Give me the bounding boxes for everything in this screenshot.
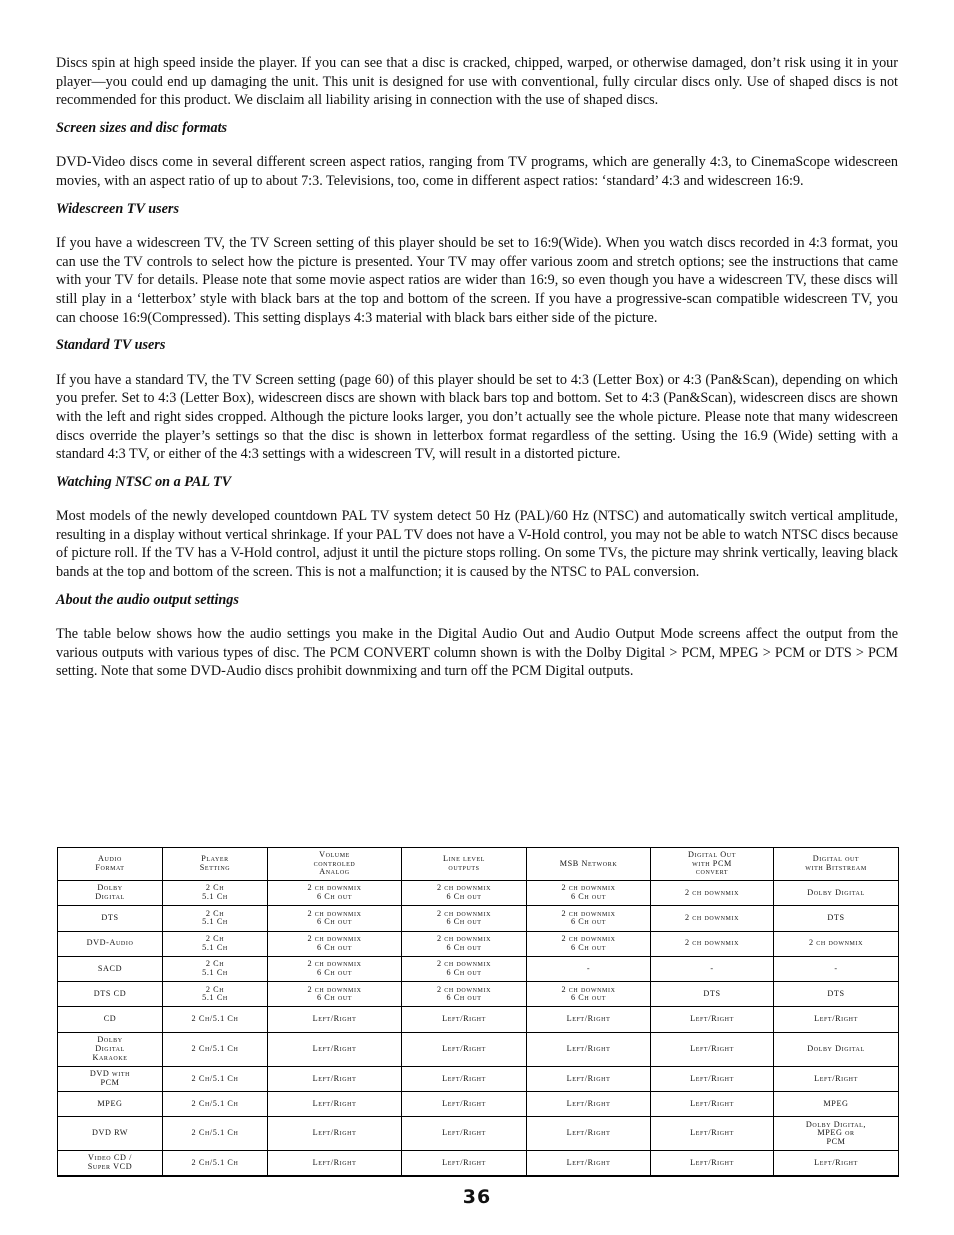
table-cell: Left/Right [402, 1007, 527, 1032]
table-cell: DVD-Audio [58, 931, 163, 956]
audio-output-table [57, 847, 899, 1177]
table-cell: Left/Right [268, 1092, 402, 1117]
heading-standard-tv: Standard TV users [56, 337, 166, 354]
table-cell: 2 ch downmix [651, 906, 774, 931]
table-cell: DTS [651, 982, 774, 1007]
table-cell: 2 Ch/5.1 Ch [163, 1117, 268, 1151]
paragraph-audio-output: The table below shows how the audio settings you make in the Digital Audio Out and Audio Output Mode screens affect the output from the various outputs with various types of disc. The PCM CONVERT column shown is with the Dolby Digital > PCM, MPEG > PCM or DTS > PCM setting. Note that some DVD-Audio discs prohibit downmixing and turn off the PCM Digital outputs. [56, 626, 898, 680]
table-cell: - [651, 956, 774, 981]
table-cell: Left/Right [268, 1007, 402, 1032]
table-cell: 2 ch downmix 6 Ch out [527, 982, 651, 1007]
table-cell: Left/Right [774, 1066, 899, 1091]
table-cell: 2 ch downmix [651, 881, 774, 906]
table-cell: Video CD / Super VCD [58, 1151, 163, 1176]
table-cell: Left/Right [774, 1151, 899, 1176]
table-cell: MPEG [58, 1092, 163, 1117]
header-line-level: Line level outputs [402, 848, 527, 881]
table-cell: Left/Right [402, 1092, 527, 1117]
header-digital-pcm: Digital Out with PCM convert [651, 848, 774, 881]
table-cell: Left/Right [527, 1151, 651, 1176]
table-cell: Left/Right [527, 1032, 651, 1066]
table-cell: 2 ch downmix 6 Ch out [402, 906, 527, 931]
table-cell: 2 ch downmix 6 Ch out [268, 931, 402, 956]
heading-screen-sizes: Screen sizes and disc formats [56, 119, 228, 136]
table-cell: 2 ch downmix 6 Ch out [268, 881, 402, 906]
table-cell: Dolby Digital [774, 1032, 899, 1066]
page-body [56, 54, 898, 690]
table-cell: Left/Right [651, 1117, 774, 1151]
table-row [58, 956, 899, 981]
table-cell: - [527, 956, 651, 981]
table-cell: Left/Right [527, 1007, 651, 1032]
table-cell: 2 Ch/5.1 Ch [163, 1092, 268, 1117]
table-cell: 2 ch downmix 6 Ch out [402, 881, 527, 906]
table-cell: MPEG [774, 1092, 899, 1117]
heading-widescreen-tv: Widescreen TV users [56, 200, 179, 217]
paragraph-screen-sizes: DVD-Video discs come in several different screen aspect ratios, ranging from TV programs, which are generally 4:3, to CinemaScope widescreen movies, with an aspect ratio of up to about 7:3. Televisions, too, come in different aspect ratios: ‘standard’ 4:3 and widescreen 16:9. [56, 154, 898, 189]
table-cell: Left/Right [774, 1007, 899, 1032]
paragraph-ntsc-on-pal: Most models of the newly developed countdown PAL TV system detect 50 Hz (PAL)/60 Hz (NTSC) and automatically switch vertical amplitude, resulting in a display without vertical shrinkage. If your PAL TV does not have a V-Hold control, you may not be able to watch NTSC discs because of picture roll. If the TV has a V-Hold control, adjust it until the picture stops rolling. On some TVs, the picture may shrink vertically, leaving black bands at the top and bottom of the screen. This is not a malfunction; it is caused by the NTSC to PAL conversion. [56, 508, 898, 581]
table-cell: 2 ch downmix [774, 931, 899, 956]
table-cell: 2 ch downmix 6 Ch out [527, 906, 651, 931]
table-row [58, 1092, 899, 1117]
table-cell: Left/Right [268, 1066, 402, 1091]
table-cell: 2 Ch 5.1 Ch [163, 931, 268, 956]
header-volume-analog: Volume controled Analog [268, 848, 402, 881]
table-cell: DTS CD [58, 982, 163, 1007]
table-cell: 2 Ch/5.1 Ch [163, 1066, 268, 1091]
table-cell: Left/Right [402, 1151, 527, 1176]
heading-ntsc-on-pal: Watching NTSC on a PAL TV [56, 473, 232, 490]
table-cell: 2 ch downmix [651, 931, 774, 956]
table-cell: Left/Right [402, 1066, 527, 1091]
table-cell: Left/Right [651, 1092, 774, 1117]
table-cell: DTS [58, 906, 163, 931]
table-cell: 2 Ch/5.1 Ch [163, 1151, 268, 1176]
table-cell: 2 Ch/5.1 Ch [163, 1007, 268, 1032]
table-row [58, 881, 899, 906]
table-row [58, 982, 899, 1007]
table-cell: 2 ch downmix 6 Ch out [402, 982, 527, 1007]
table-cell: 2 ch downmix 6 Ch out [527, 931, 651, 956]
table-cell: Left/Right [268, 1151, 402, 1176]
table-cell: Left/Right [402, 1032, 527, 1066]
table-cell: DTS [774, 906, 899, 931]
table-cell: Dolby Digital [774, 881, 899, 906]
table-cell: 2 ch downmix 6 Ch out [268, 982, 402, 1007]
table-cell: 2 ch downmix 6 Ch out [527, 881, 651, 906]
header-digital-bitstream: Digital out with Bitstream [774, 848, 899, 881]
table-cell: - [774, 956, 899, 981]
header-msb-network: MSB Network [527, 848, 651, 881]
table-cell: DVD RW [58, 1117, 163, 1151]
paragraph-standard-tv: If you have a standard TV, the TV Screen setting (page 60) of this player should be set to 4:3 (Letter Box) or 4:3 (Pan&Scan), depending on which you prefer. Set to 4:3 (Letter Box), widescreen discs are shown with black bars top and bottom. Set to 4:3 (Pan&Scan), widescreen discs are shown with the left and right sides cropped. Although the picture looks larger, you don’t actually see the whole picture. Please note that many widescreen discs override the player’s settings so that the disc is shown in letterbox format regardless of the setting. Using the 16.9 (Wide) setting with a standard 4:3 TV, or either of the 4:3 settings with a widescreen TV, will result in a distorted picture. [56, 371, 898, 463]
table-cell: 2 ch downmix 6 Ch out [402, 931, 527, 956]
header-player-setting: Player Setting [163, 848, 268, 881]
table-cell: CD [58, 1007, 163, 1032]
table-row [58, 906, 899, 931]
table-cell: DVD with PCM [58, 1066, 163, 1091]
table-cell: Left/Right [268, 1117, 402, 1151]
table-cell: SACD [58, 956, 163, 981]
table-cell: Left/Right [527, 1117, 651, 1151]
paragraph-disc-damage: Discs spin at high speed inside the player. If you can see that a disc is cracked, chipped, warped, or otherwise damaged, don’t risk using it in your player—you could end up damaging the unit. This unit is designed for use with conventional, fully circular discs only. Use of shaped discs is not recommended for this product. We disclaim all liability arising in connection with the use of shaped discs. [56, 55, 898, 109]
table-cell: 2 ch downmix 6 Ch out [268, 956, 402, 981]
table-row [58, 1117, 899, 1151]
table-row [58, 1032, 899, 1066]
table-row [58, 931, 899, 956]
heading-audio-output: About the audio output settings [56, 591, 239, 608]
audio-output-table-wrapper [57, 847, 898, 1177]
table-row [58, 1007, 899, 1032]
table-row [58, 1066, 899, 1091]
table-cell: Left/Right [651, 1007, 774, 1032]
table-cell: Dolby Digital [58, 881, 163, 906]
table-cell: DTS [774, 982, 899, 1007]
table-cell: Left/Right [402, 1117, 527, 1151]
table-cell: 2 Ch 5.1 Ch [163, 881, 268, 906]
table-cell: 2 Ch 5.1 Ch [163, 956, 268, 981]
table-cell: 2 Ch 5.1 Ch [163, 906, 268, 931]
table-cell: Left/Right [527, 1092, 651, 1117]
table-cell: Left/Right [527, 1066, 651, 1091]
table-cell: Left/Right [651, 1032, 774, 1066]
table-cell: 2 ch downmix 6 Ch out [402, 956, 527, 981]
table-cell: Left/Right [651, 1066, 774, 1091]
header-audio-format: Audio Format [58, 848, 163, 881]
table-cell: 2 ch downmix 6 Ch out [268, 906, 402, 931]
table-cell: 2 Ch 5.1 Ch [163, 982, 268, 1007]
table-row [58, 1151, 899, 1176]
table-cell: Dolby Digital, MPEG or PCM [774, 1117, 899, 1151]
table-cell: Left/Right [651, 1151, 774, 1176]
table-cell: Dolby Digital Karaoke [58, 1032, 163, 1066]
paragraph-widescreen-tv: If you have a widescreen TV, the TV Screen setting of this player should be set to 16:9(Wide). When you watch discs recorded in 4:3 format, you can use the TV controls to select how the picture is presented. Your TV may offer various zoom and stretch options; see the instructions that came with your TV for details. Please note that some movie aspect ratios are wider than 16:9, so even though you have a widescreen TV, these discs will still play in a ‘letterbox’ style with black bars at the top and bottom of the screen. If you have a progressive-scan compatible widescreen TV, you can choose 16:9(Compressed). This setting displays 4:3 material with black bars either side of the picture. [56, 235, 898, 326]
table-cell: 2 Ch/5.1 Ch [163, 1032, 268, 1066]
table-cell: Left/Right [268, 1032, 402, 1066]
table-header-row [58, 848, 899, 881]
page-number: 36 [462, 1186, 492, 1208]
